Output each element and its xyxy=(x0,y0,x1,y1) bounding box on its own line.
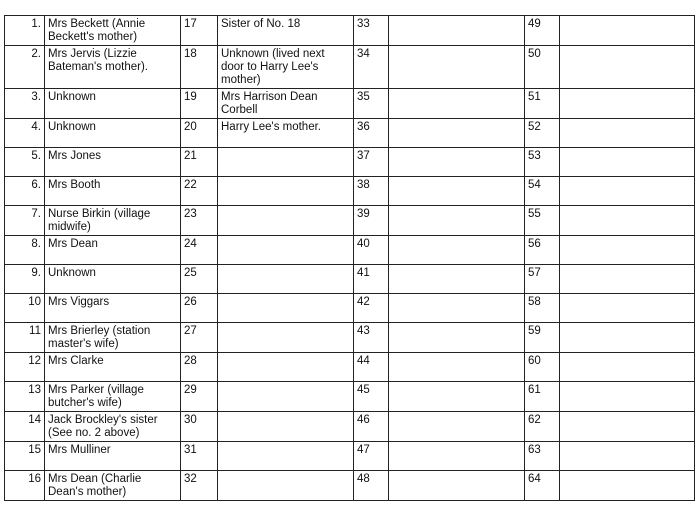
name-cell xyxy=(389,119,525,148)
number-cell: 16 xyxy=(5,471,45,501)
number-cell: 15 xyxy=(5,442,45,471)
number-cell: 31 xyxy=(181,442,218,471)
number-cell: 10 xyxy=(5,294,45,323)
table-row xyxy=(5,119,695,148)
number-cell: 43 xyxy=(354,323,389,353)
name-cell: Mrs Harrison Dean Corbell xyxy=(218,89,354,119)
name-cell xyxy=(389,206,525,236)
number-cell: 50 xyxy=(525,46,560,89)
number-cell: 23 xyxy=(181,206,218,236)
name-cell: Mrs Beckett (Annie Beckett's mother) xyxy=(45,16,181,46)
table-row xyxy=(5,353,695,382)
name-cell: Harry Lee's mother. xyxy=(218,119,354,148)
name-cell xyxy=(389,177,525,206)
number-cell: 39 xyxy=(354,206,389,236)
number-cell: 24 xyxy=(181,236,218,265)
number-cell: 47 xyxy=(354,442,389,471)
table-row xyxy=(5,16,695,46)
table-row xyxy=(5,89,695,119)
number-cell: 30 xyxy=(181,412,218,442)
name-cell xyxy=(389,442,525,471)
number-cell: 17 xyxy=(181,16,218,46)
number-cell: 20 xyxy=(181,119,218,148)
number-cell: 37 xyxy=(354,148,389,177)
name-cell xyxy=(560,265,695,294)
number-cell: 38 xyxy=(354,177,389,206)
table-row xyxy=(5,323,695,353)
table-row xyxy=(5,177,695,206)
table-body xyxy=(5,16,695,501)
number-cell: 11 xyxy=(5,323,45,353)
number-cell: 46 xyxy=(354,412,389,442)
name-cell: Mrs Parker (village butcher's wife) xyxy=(45,382,181,412)
name-cell xyxy=(560,46,695,89)
name-cell xyxy=(560,442,695,471)
name-cell xyxy=(560,148,695,177)
number-cell: 64 xyxy=(525,471,560,501)
number-cell: 56 xyxy=(525,236,560,265)
number-cell: 45 xyxy=(354,382,389,412)
number-cell: 34 xyxy=(354,46,389,89)
name-cell xyxy=(560,323,695,353)
number-cell: 14 xyxy=(5,412,45,442)
number-cell: 2. xyxy=(5,46,45,89)
table-row xyxy=(5,382,695,412)
number-cell: 12 xyxy=(5,353,45,382)
number-cell: 19 xyxy=(181,89,218,119)
name-cell xyxy=(389,148,525,177)
name-cell: Mrs Mulliner xyxy=(45,442,181,471)
number-cell: 3. xyxy=(5,89,45,119)
number-cell: 9. xyxy=(5,265,45,294)
name-cell xyxy=(560,89,695,119)
number-cell: 7. xyxy=(5,206,45,236)
number-cell: 25 xyxy=(181,265,218,294)
number-cell: 27 xyxy=(181,323,218,353)
name-cell xyxy=(389,89,525,119)
table-row xyxy=(5,294,695,323)
name-cell xyxy=(389,471,525,501)
number-cell: 61 xyxy=(525,382,560,412)
number-cell: 1. xyxy=(5,16,45,46)
number-cell: 32 xyxy=(181,471,218,501)
name-cell: Unknown (lived next door to Harry Lee's mother) xyxy=(218,46,354,89)
number-cell: 13 xyxy=(5,382,45,412)
number-cell: 4. xyxy=(5,119,45,148)
number-cell: 6. xyxy=(5,177,45,206)
name-cell: Mrs Jervis (Lizzie Bateman's mother). xyxy=(45,46,181,89)
number-cell: 53 xyxy=(525,148,560,177)
name-cell xyxy=(560,206,695,236)
name-cell xyxy=(218,323,354,353)
numbered-names-table xyxy=(4,15,695,501)
name-cell: Unknown xyxy=(45,265,181,294)
name-cell xyxy=(218,382,354,412)
number-cell: 28 xyxy=(181,353,218,382)
name-cell xyxy=(389,412,525,442)
name-cell xyxy=(218,177,354,206)
name-cell xyxy=(218,148,354,177)
name-cell: Sister of No. 18 xyxy=(218,16,354,46)
name-cell xyxy=(560,382,695,412)
name-cell: Mrs Jones xyxy=(45,148,181,177)
number-cell: 8. xyxy=(5,236,45,265)
table-row xyxy=(5,265,695,294)
name-cell xyxy=(389,236,525,265)
table-row xyxy=(5,206,695,236)
name-cell xyxy=(389,353,525,382)
name-cell xyxy=(560,16,695,46)
number-cell: 42 xyxy=(354,294,389,323)
table-row xyxy=(5,46,695,89)
name-cell: Mrs Viggars xyxy=(45,294,181,323)
number-cell: 44 xyxy=(354,353,389,382)
number-cell: 52 xyxy=(525,119,560,148)
number-cell: 40 xyxy=(354,236,389,265)
name-cell xyxy=(560,119,695,148)
number-cell: 59 xyxy=(525,323,560,353)
name-cell xyxy=(389,323,525,353)
name-cell xyxy=(560,353,695,382)
name-cell: Mrs Dean (Charlie Dean's mother) xyxy=(45,471,181,501)
name-cell xyxy=(218,442,354,471)
number-cell: 60 xyxy=(525,353,560,382)
name-cell xyxy=(560,177,695,206)
number-cell: 63 xyxy=(525,442,560,471)
name-cell xyxy=(218,236,354,265)
name-cell: Mrs Brierley (station master's wife) xyxy=(45,323,181,353)
name-cell: Nurse Birkin (village midwife) xyxy=(45,206,181,236)
name-cell: Mrs Dean xyxy=(45,236,181,265)
name-cell xyxy=(560,294,695,323)
number-cell: 54 xyxy=(525,177,560,206)
name-cell xyxy=(389,265,525,294)
name-cell xyxy=(218,294,354,323)
number-cell: 26 xyxy=(181,294,218,323)
name-cell xyxy=(218,265,354,294)
name-cell xyxy=(218,353,354,382)
document-page xyxy=(4,15,694,506)
number-cell: 58 xyxy=(525,294,560,323)
name-cell xyxy=(560,236,695,265)
table-row xyxy=(5,442,695,471)
name-cell: Unknown xyxy=(45,119,181,148)
number-cell: 22 xyxy=(181,177,218,206)
name-cell xyxy=(389,16,525,46)
name-cell xyxy=(218,471,354,501)
number-cell: 35 xyxy=(354,89,389,119)
number-cell: 57 xyxy=(525,265,560,294)
name-cell xyxy=(389,294,525,323)
name-cell xyxy=(218,412,354,442)
name-cell xyxy=(389,46,525,89)
name-cell xyxy=(560,471,695,501)
table-row xyxy=(5,236,695,265)
number-cell: 18 xyxy=(181,46,218,89)
name-cell xyxy=(389,382,525,412)
number-cell: 62 xyxy=(525,412,560,442)
table-row xyxy=(5,148,695,177)
number-cell: 51 xyxy=(525,89,560,119)
name-cell: Mrs Clarke xyxy=(45,353,181,382)
name-cell xyxy=(560,412,695,442)
name-cell: Jack Brockley's sister (See no. 2 above) xyxy=(45,412,181,442)
number-cell: 48 xyxy=(354,471,389,501)
name-cell xyxy=(218,206,354,236)
name-cell: Unknown xyxy=(45,89,181,119)
number-cell: 21 xyxy=(181,148,218,177)
name-cell: Mrs Booth xyxy=(45,177,181,206)
number-cell: 55 xyxy=(525,206,560,236)
number-cell: 29 xyxy=(181,382,218,412)
number-cell: 49 xyxy=(525,16,560,46)
number-cell: 5. xyxy=(5,148,45,177)
number-cell: 36 xyxy=(354,119,389,148)
table-row xyxy=(5,412,695,442)
table-row xyxy=(5,471,695,501)
number-cell: 33 xyxy=(354,16,389,46)
number-cell: 41 xyxy=(354,265,389,294)
